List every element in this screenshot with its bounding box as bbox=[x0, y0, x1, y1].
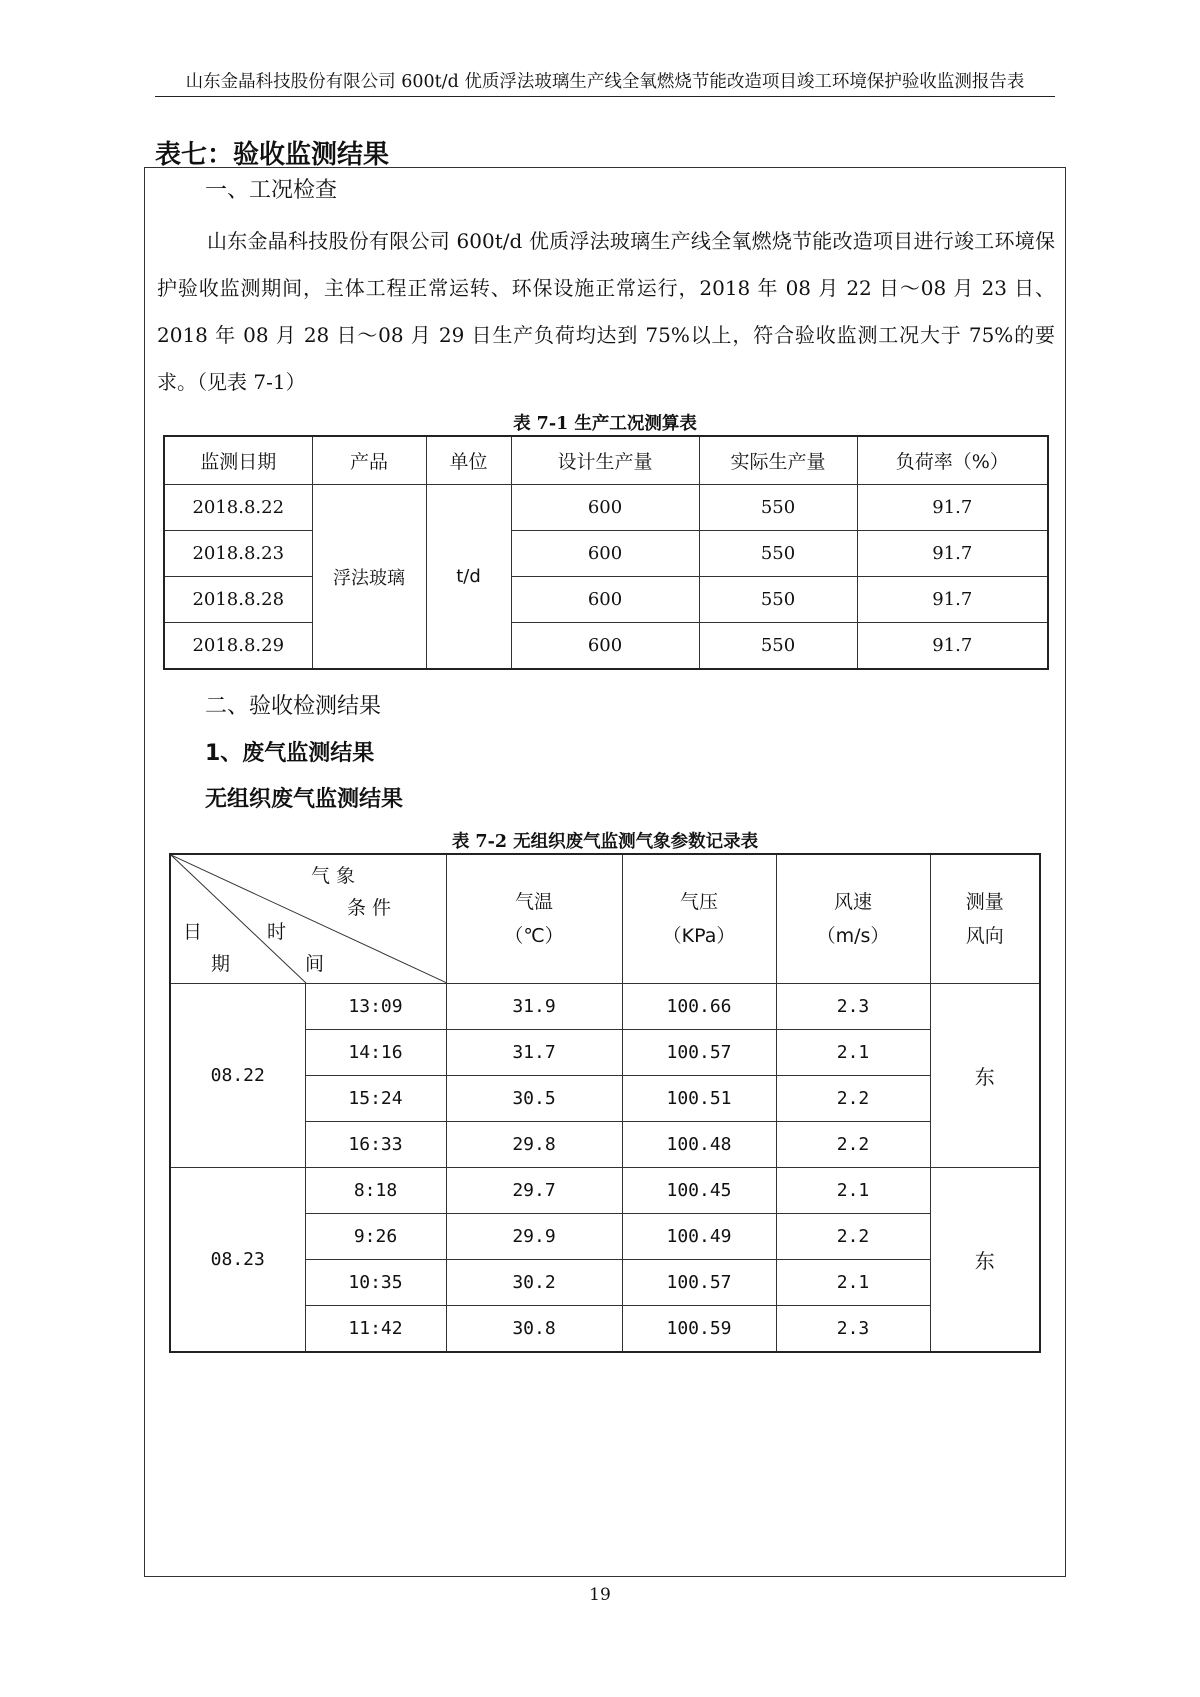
time-cell: 14:16 bbox=[305, 1030, 446, 1076]
table-header-row bbox=[164, 436, 1048, 485]
col-header: 监测日期 bbox=[164, 436, 312, 485]
diagonal-header-cell bbox=[170, 854, 446, 984]
direction-cell: 东 bbox=[930, 1168, 1040, 1353]
design-cell: 600 bbox=[511, 531, 699, 577]
pressure-cell: 100.49 bbox=[622, 1214, 776, 1260]
temp-cell: 30.5 bbox=[446, 1076, 622, 1122]
weather-table bbox=[169, 853, 1041, 1353]
wind-cell: 2.2 bbox=[776, 1076, 930, 1122]
temp-cell: 30.2 bbox=[446, 1260, 622, 1306]
design-cell: 600 bbox=[511, 485, 699, 531]
wind-cell: 2.3 bbox=[776, 984, 930, 1030]
wind-cell: 2.2 bbox=[776, 1214, 930, 1260]
rate-cell: 91.7 bbox=[857, 577, 1048, 623]
corner-label: 气 象 bbox=[311, 865, 356, 887]
time-cell: 16:33 bbox=[305, 1122, 446, 1168]
table1-caption: 表 7-1 生产工况测算表 bbox=[513, 414, 697, 434]
part2-heading: 二、验收检测结果 bbox=[205, 694, 382, 719]
corner-label: 日 bbox=[183, 921, 203, 943]
table-row bbox=[170, 1168, 1040, 1214]
header-rule bbox=[155, 96, 1055, 97]
corner-label: 间 bbox=[305, 953, 325, 975]
date-cell: 08.23 bbox=[170, 1168, 305, 1353]
design-cell: 600 bbox=[511, 623, 699, 670]
temp-cell: 29.7 bbox=[446, 1168, 622, 1214]
table-header-row bbox=[170, 854, 1040, 984]
part2-sub2: 无组织废气监测结果 bbox=[205, 787, 404, 812]
temp-cell: 31.7 bbox=[446, 1030, 622, 1076]
time-cell: 8:18 bbox=[305, 1168, 446, 1214]
time-cell: 13:09 bbox=[305, 984, 446, 1030]
header-unit: （KPa） bbox=[662, 925, 736, 947]
col-header-direction bbox=[930, 854, 1040, 984]
col-header-wind bbox=[776, 854, 930, 984]
col-header: 单位 bbox=[426, 436, 511, 485]
pressure-cell: 100.57 bbox=[622, 1260, 776, 1306]
page-number: 19 bbox=[589, 1585, 611, 1605]
header-name: 气温 bbox=[514, 891, 553, 913]
table-row bbox=[164, 577, 1048, 623]
wind-cell: 2.1 bbox=[776, 1168, 930, 1214]
header-unit: （m/s） bbox=[816, 925, 890, 947]
part1-paragraph: 山东金晶科技股份有限公司 600t/d 优质浮法玻璃生产线全氧燃烧节能改造项目进行竣工环境保护验收监测期间，主体工程正常运转、环保设施正常运行，2018 年 08 月 22 日～08 月 23 日、2018 年 08 月 28 日～08 月 29 日生产负荷均达到 75%以上，符合验收监测工况大于 75%的要求。（见表 7-1） bbox=[157, 229, 1055, 394]
time-cell: 11:42 bbox=[305, 1306, 446, 1353]
rate-cell: 91.7 bbox=[857, 531, 1048, 577]
col-header-temp bbox=[446, 854, 622, 984]
pressure-cell: 100.66 bbox=[622, 984, 776, 1030]
table-row bbox=[164, 531, 1048, 577]
col-header: 设计生产量 bbox=[511, 436, 699, 485]
part1-heading: 一、工况检查 bbox=[205, 178, 338, 203]
date-cell: 08.22 bbox=[170, 984, 305, 1168]
part2-sub1: 1、废气监测结果 bbox=[205, 741, 375, 766]
wind-cell: 2.3 bbox=[776, 1306, 930, 1353]
col-header: 产品 bbox=[312, 436, 426, 485]
corner-label: 条 件 bbox=[347, 897, 392, 919]
actual-cell: 550 bbox=[699, 577, 857, 623]
pressure-cell: 100.45 bbox=[622, 1168, 776, 1214]
pressure-cell: 100.57 bbox=[622, 1030, 776, 1076]
time-cell: 9:26 bbox=[305, 1214, 446, 1260]
temp-cell: 29.9 bbox=[446, 1214, 622, 1260]
wind-cell: 2.2 bbox=[776, 1122, 930, 1168]
table-row bbox=[164, 623, 1048, 670]
corner-label: 期 bbox=[211, 953, 231, 975]
header-unit: （℃） bbox=[504, 925, 564, 947]
col-header: 负荷率（%） bbox=[857, 436, 1048, 485]
col-header: 实际生产量 bbox=[699, 436, 857, 485]
actual-cell: 550 bbox=[699, 531, 857, 577]
date-cell: 2018.8.28 bbox=[164, 577, 312, 623]
corner-label: 时 bbox=[267, 921, 287, 943]
date-cell: 2018.8.29 bbox=[164, 623, 312, 670]
unit-cell: t/d bbox=[426, 485, 511, 670]
time-cell: 10:35 bbox=[305, 1260, 446, 1306]
header-name: 气压 bbox=[679, 891, 718, 913]
rate-cell: 91.7 bbox=[857, 485, 1048, 531]
direction-cell: 东 bbox=[930, 984, 1040, 1168]
table-row bbox=[164, 485, 1048, 531]
actual-cell: 550 bbox=[699, 485, 857, 531]
header-unit: 风向 bbox=[965, 925, 1004, 947]
design-cell: 600 bbox=[511, 577, 699, 623]
time-cell: 15:24 bbox=[305, 1076, 446, 1122]
temp-cell: 30.8 bbox=[446, 1306, 622, 1353]
table2-caption: 表 7-2 无组织废气监测气象参数记录表 bbox=[451, 832, 759, 852]
product-cell: 浮法玻璃 bbox=[312, 485, 426, 670]
col-header-pressure bbox=[622, 854, 776, 984]
date-cell: 2018.8.23 bbox=[164, 531, 312, 577]
pressure-cell: 100.51 bbox=[622, 1076, 776, 1122]
section-title: 表七：验收监测结果 bbox=[155, 140, 390, 170]
pressure-cell: 100.59 bbox=[622, 1306, 776, 1353]
header-name: 风速 bbox=[833, 891, 872, 913]
document-header: 山东金晶科技股份有限公司 600t/d 优质浮法玻璃生产线全氧燃烧节能改造项目竣工环境保护验收监测报告表 bbox=[185, 72, 1025, 92]
actual-cell: 550 bbox=[699, 623, 857, 670]
pressure-cell: 100.48 bbox=[622, 1122, 776, 1168]
temp-cell: 29.8 bbox=[446, 1122, 622, 1168]
header-name: 测量 bbox=[965, 891, 1004, 913]
table-row bbox=[170, 984, 1040, 1030]
wind-cell: 2.1 bbox=[776, 1260, 930, 1306]
wind-cell: 2.1 bbox=[776, 1030, 930, 1076]
temp-cell: 31.9 bbox=[446, 984, 622, 1030]
rate-cell: 91.7 bbox=[857, 623, 1048, 670]
date-cell: 2018.8.22 bbox=[164, 485, 312, 531]
production-table bbox=[163, 435, 1049, 670]
